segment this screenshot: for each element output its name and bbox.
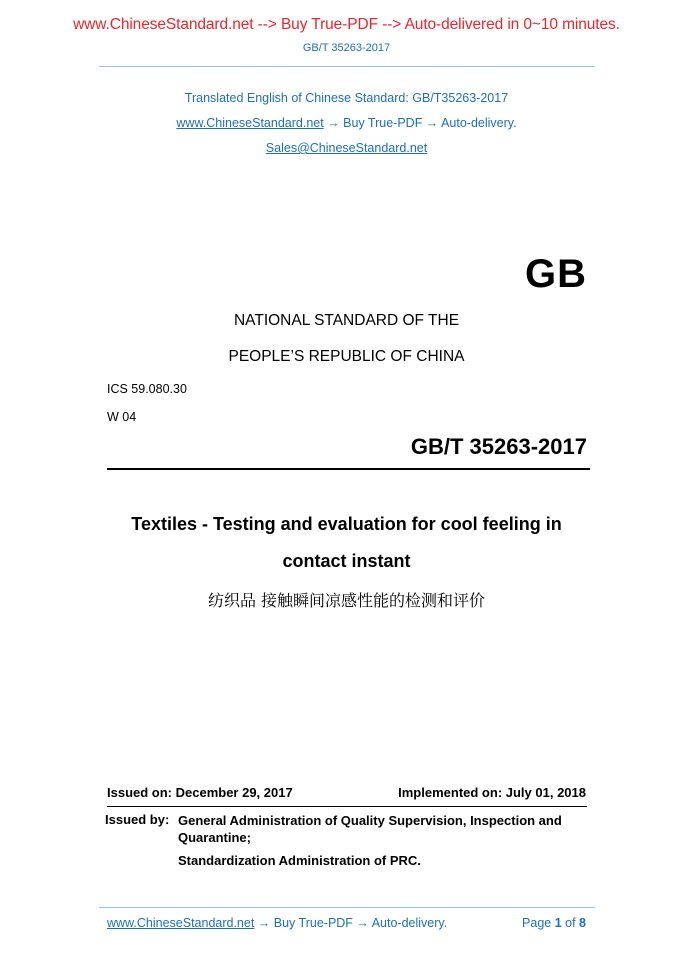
header-doc-code: GB/T 35263-2017 xyxy=(302,42,391,54)
title-chinese: 纺织品 接触瞬间凉感性能的检测和评价 xyxy=(207,591,486,610)
purchase-text: → Buy True-PDF → Auto-delivery. xyxy=(323,116,517,130)
header-divider xyxy=(99,66,595,67)
implemented-on-date: Implemented on: July 01, 2018 xyxy=(398,785,586,800)
national-standard-line2: PEOPLE’S REPUBLIC OF CHINA xyxy=(228,348,465,365)
purchase-line xyxy=(0,116,693,130)
sales-line xyxy=(0,141,693,155)
page-label: Page xyxy=(522,916,555,930)
footer-site-link[interactable]: www.ChineseStandard.net xyxy=(107,916,255,930)
top-banner[interactable]: www.ChineseStandard.net --> Buy True-PDF --> Auto-delivered in 0~10 minutes. xyxy=(73,16,620,33)
ics-code: ICS 59.080.30 xyxy=(107,382,187,396)
footer-purchase-line xyxy=(107,916,447,930)
issue-divider xyxy=(107,806,587,807)
standard-number: GB/T 35263-2017 xyxy=(410,434,587,459)
page-total: 8 xyxy=(579,916,586,930)
title-line1: Textiles - Testing and evaluation for cool feeling in xyxy=(131,514,562,534)
footer-purchase-text: → Buy True-PDF → Auto-delivery. xyxy=(254,916,448,930)
page-current: 1 xyxy=(554,916,562,930)
title-divider xyxy=(107,468,590,470)
footer-divider xyxy=(99,907,595,908)
issued-by-label: Issued by: xyxy=(105,812,170,827)
ccs-code: W 04 xyxy=(107,410,137,424)
issued-on-date: Issued on: December 29, 2017 xyxy=(107,785,293,800)
gb-logo: GB xyxy=(525,252,587,296)
national-standard-line1: NATIONAL STANDARD OF THE xyxy=(233,312,460,329)
site-link[interactable]: www.ChineseStandard.net xyxy=(176,116,324,130)
issuer-2: Standardization Administration of PRC. xyxy=(178,853,421,868)
page-of: of xyxy=(561,916,580,930)
translation-notice: Translated English of Chinese Standard: GB/T35263-2017 xyxy=(184,91,509,105)
issuer-1: General Administration of Quality Supervision, Inspection and Quarantine; xyxy=(178,813,562,845)
page-indicator xyxy=(522,916,586,930)
title-line2: contact instant xyxy=(282,551,411,571)
sales-email-link[interactable]: Sales@ChineseStandard.net xyxy=(265,141,428,155)
